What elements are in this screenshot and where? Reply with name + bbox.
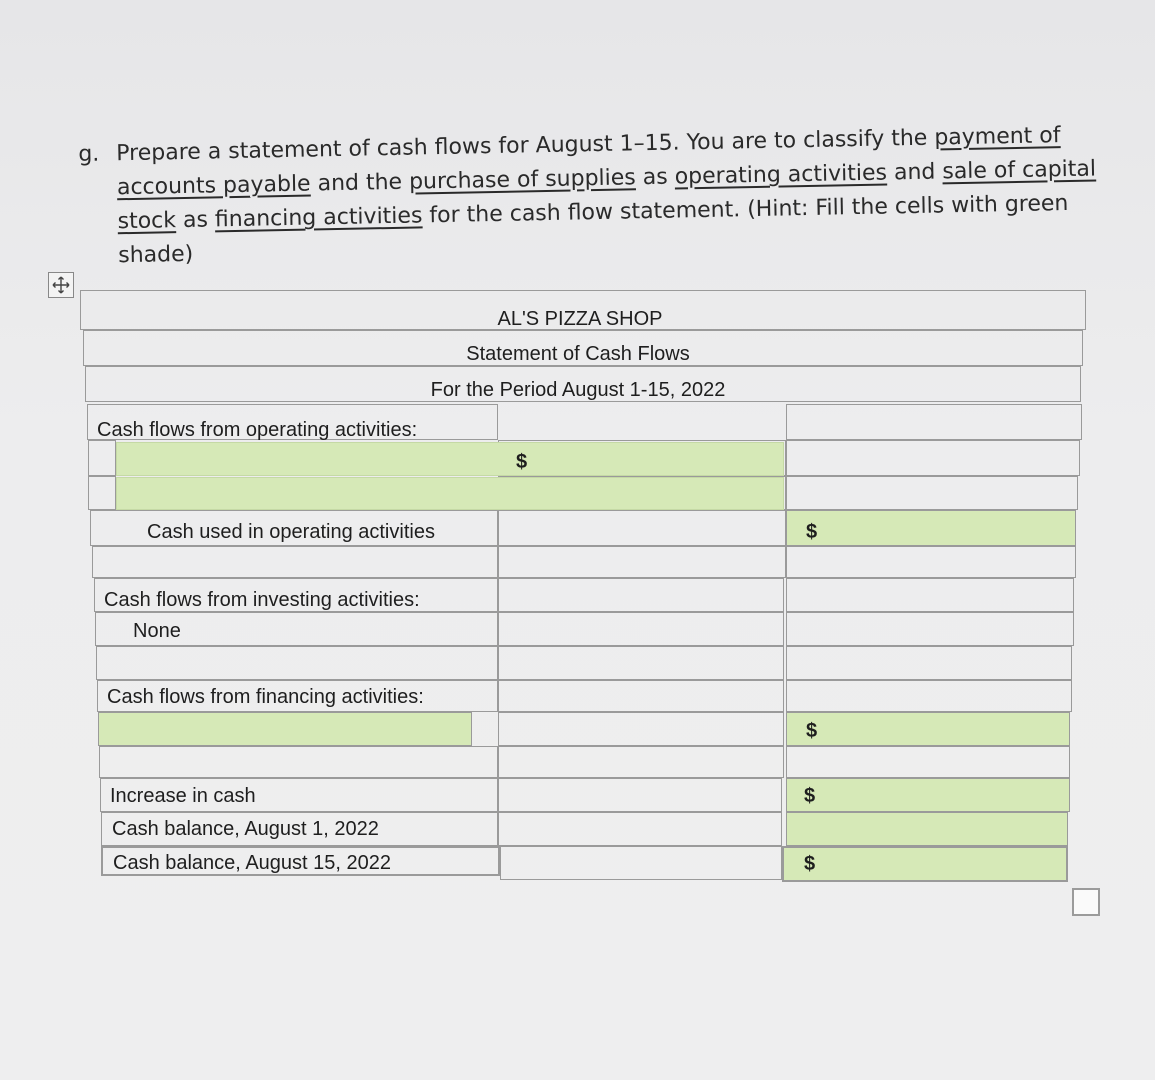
amount-cell-r6[interactable] [786, 578, 1074, 612]
middle-cell-r3[interactable] [498, 510, 786, 546]
left-cell-r11[interactable] [99, 746, 498, 778]
operating-item-2-input[interactable] [116, 477, 784, 510]
link-sale-of-capital-stock[interactable]: sale of capital stock [117, 156, 1097, 235]
middle-cell-r13[interactable] [500, 846, 782, 880]
middle-cell-r12[interactable] [498, 812, 782, 846]
balance-aug1-total-cell[interactable] [786, 812, 1068, 846]
investing-header-label: Cash flows from investing activities: [104, 589, 420, 611]
instruction-paragraph: g. Prepare a statement of cash flows for August 1–15. You are to classify the payment of accounts payable and the purchase of supplies as operating activities and sale of capital stock as financing activities for the cash flow statement. (Hint: Fill the cells with green shade) [78, 123, 1097, 269]
left-cell-r3[interactable] [88, 476, 116, 510]
statement-period: For the Period August 1-15, 2022 [430, 379, 726, 401]
balance-aug1-label: Cash balance, August 1, 2022 [112, 818, 379, 840]
cash-used-operating-total-cell[interactable] [786, 510, 1076, 546]
link-purchase-of-supplies[interactable]: purchase of supplies [408, 165, 637, 195]
link-payment-of-accounts-payable[interactable]: payment of accounts payable [116, 123, 1061, 201]
balance-aug15-dollar-sign: $ [804, 853, 816, 875]
financing-total-cell[interactable] [786, 712, 1070, 746]
middle-cell-r8[interactable] [498, 680, 784, 712]
amount-cell-r3[interactable] [786, 476, 1078, 510]
middle-cell-r10[interactable] [498, 746, 784, 778]
amount-cell-r1[interactable] [786, 404, 1082, 440]
amount-cell-r8[interactable] [786, 646, 1072, 680]
middle-cell-r5[interactable] [498, 578, 784, 612]
increase-in-cash-label: Increase in cash [110, 785, 256, 807]
middle-cell-r4[interactable] [498, 546, 786, 578]
financing-dollar-sign: $ [806, 720, 818, 742]
checkbox-icon[interactable] [1072, 888, 1100, 916]
company-name: AL'S PIZZA SHOP [497, 308, 663, 330]
cash-used-operating-label: Cash used in operating activities [147, 521, 435, 543]
left-cell-r5[interactable] [92, 546, 498, 578]
statement-title: Statement of Cash Flows [466, 343, 690, 365]
middle-cell-r9[interactable] [498, 712, 784, 746]
operating-dollar-sign: $ [516, 451, 528, 473]
financing-header-label: Cash flows from financing activities: [107, 686, 424, 708]
amount-cell-r2[interactable] [786, 440, 1080, 476]
amount-cell-r5[interactable] [786, 546, 1076, 578]
left-cell-r2[interactable] [88, 440, 116, 476]
left-cell-r8[interactable] [96, 646, 498, 680]
link-financing-activities[interactable]: financing activities [214, 203, 423, 233]
amount-cell-r11[interactable] [786, 746, 1070, 778]
operating-item-1-input[interactable] [116, 442, 784, 476]
cash-used-dollar-sign: $ [806, 521, 818, 543]
link-operating-activities[interactable]: operating activities [674, 160, 888, 190]
middle-cell-r7[interactable] [498, 646, 784, 680]
amount-cell-r9[interactable] [786, 680, 1072, 712]
operating-header-label: Cash flows from operating activities: [97, 419, 418, 441]
investing-none-label: None [133, 620, 181, 642]
increase-in-cash-total-cell[interactable] [786, 778, 1070, 812]
middle-cell-r6[interactable] [498, 612, 784, 646]
question-letter: g. [78, 141, 100, 167]
balance-aug15-total-cell[interactable] [782, 846, 1068, 882]
increase-dollar-sign: $ [804, 785, 816, 807]
middle-cell-r11[interactable] [498, 778, 782, 812]
balance-aug15-label: Cash balance, August 15, 2022 [113, 852, 391, 874]
amount-cell-r7[interactable] [786, 612, 1074, 646]
financing-item-input[interactable] [98, 712, 472, 746]
